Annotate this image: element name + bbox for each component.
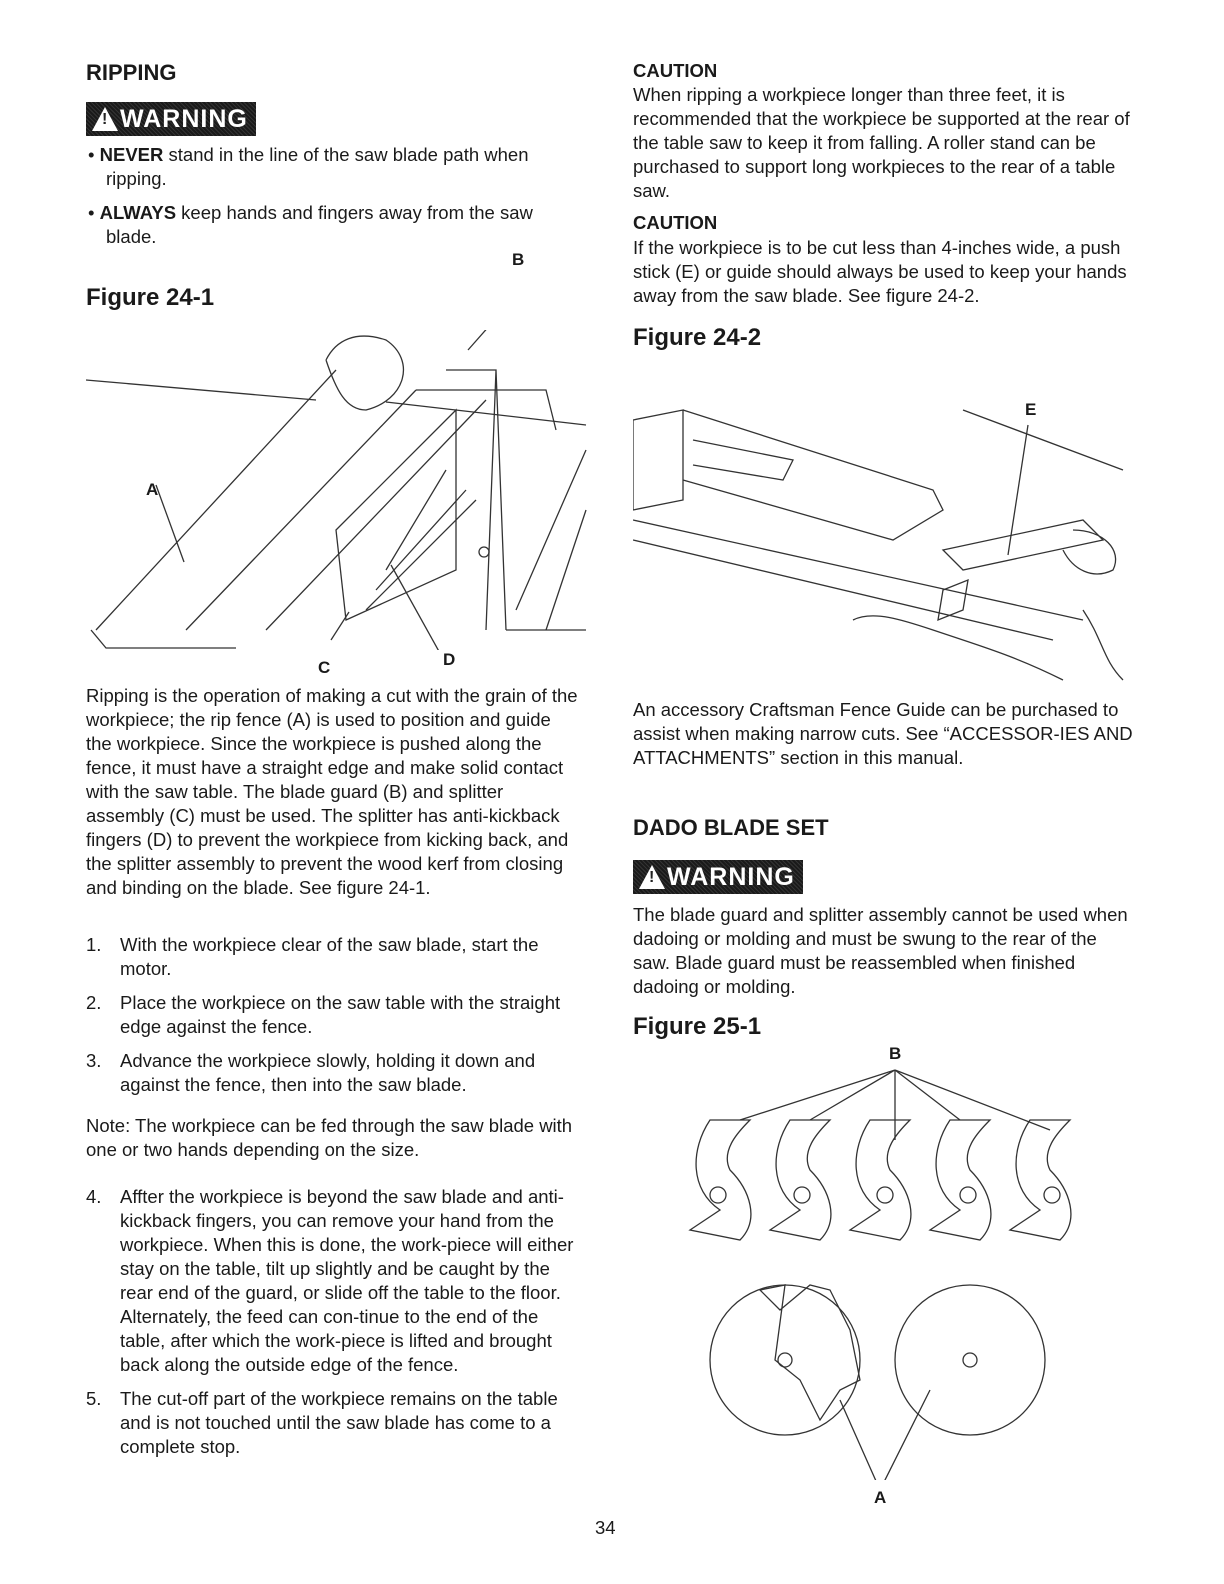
fence-guide-paragraph: An accessory Craftsman Fence Guide can be purchased to assist when making narrow cuts. See “ACCESSOR-IES AND ATTACHMENTS” section in this manual. bbox=[633, 699, 1133, 768]
figure-24-1-title: Figure 24-1 bbox=[86, 284, 215, 311]
figure-label-a: A bbox=[146, 480, 159, 499]
warning-bullet: • ALWAYS keep hands and fingers away from the saw blade. bbox=[88, 202, 533, 247]
caution-heading: CAUTION bbox=[633, 212, 718, 233]
warning-badge bbox=[86, 102, 256, 136]
page-number: 34 bbox=[595, 1517, 616, 1538]
ripping-steps-2 bbox=[86, 1185, 578, 1469]
step-item: 5. The cut-off part of the workpiece remains on the table and is not touched until the saw blade has come to a complete stop. bbox=[86, 1388, 558, 1457]
step-item: 3. Advance the workpiece slowly, holding it down and against the fence, then into the saw blade. bbox=[86, 1050, 536, 1095]
dado-blade-set-heading: DADO BLADE SET bbox=[633, 815, 829, 840]
figure-24-1-illustration bbox=[86, 330, 596, 650]
figure-24-2-illustration bbox=[633, 380, 1133, 690]
figure-label-b: B bbox=[512, 250, 525, 269]
step-item: 2. Place the workpiece on the saw table with the straight edge against the fence. bbox=[86, 992, 561, 1037]
warning-triangle-icon: ! bbox=[92, 107, 118, 131]
figure-25-1-title: Figure 25-1 bbox=[633, 1013, 762, 1040]
figure-label-d: D bbox=[443, 650, 456, 669]
warning-label: WARNING bbox=[667, 862, 795, 891]
figure-label-b: B bbox=[889, 1044, 902, 1063]
ripping-steps-1 bbox=[86, 933, 578, 1107]
figure-label-a: A bbox=[874, 1488, 887, 1507]
feeding-note: Note: The workpiece can be fed through the saw blade with one or two hands depending on the size. bbox=[86, 1115, 573, 1160]
figure-25-1-illustration bbox=[680, 1060, 1100, 1480]
figure-label-e: E bbox=[1025, 400, 1037, 419]
caution-text-long-workpiece: When ripping a workpiece longer than three feet, it is recommended that the workpiece be supported at the rear of the table saw to keep it from falling. A roller stand can be purchased to support long workpieces to the rear of a table saw. bbox=[633, 84, 1130, 201]
ripping-intro-paragraph: Ripping is the operation of making a cut with the grain of the workpiece; the rip fence (A) is used to position and guide the workpiece. Since the workpiece is pushed along the fence, it must have a straight edge and make solid contact with the saw table. The blade guard (B) and splitter assembly (C) must be used. The splitter has anti-kickback fingers (D) to prevent the workpiece from kicking back, and the splitter assembly to prevent the wood kerf from closing and binding on the blade. See figure 24-1. bbox=[86, 685, 578, 898]
step-item: 1. With the workpiece clear of the saw blade, start the motor. bbox=[86, 934, 539, 979]
step-item: 4. Affter the workpiece is beyond the saw blade and anti-kickback fingers, you can remove your hand from the workpiece. When this is done, the work-piece will either stay on the table, tilt up slightly and be caught by the rear end of the guard, or slide off the table to the floor. Alternately, the feed can con-tinue to the end of the table, after which the work-piece is lifted and brought back along the outside edge of the fence. bbox=[86, 1186, 574, 1375]
ripping-heading: RIPPING bbox=[86, 60, 177, 85]
caution-text-push-stick: If the workpiece is to be cut less than 4-inches wide, a push stick (E) or guide should always be used to keep your hands away from the saw blade. See figure 24-2. bbox=[633, 237, 1127, 306]
warning-badge bbox=[633, 860, 803, 894]
warning-triangle-icon: ! bbox=[639, 865, 665, 889]
dado-warning-text: The blade guard and splitter assembly cannot be used when dadoing or molding and must be swung to the rear of the saw. Blade guard must be reassembled when finished dadoing or molding. bbox=[633, 904, 1128, 997]
warning-bullet: • NEVER stand in the line of the saw blade path when ripping. bbox=[88, 144, 529, 189]
figure-label-c: C bbox=[318, 658, 331, 677]
figure-24-2-title: Figure 24-2 bbox=[633, 324, 762, 351]
caution-heading: CAUTION bbox=[633, 60, 718, 81]
ripping-warning-list bbox=[88, 143, 578, 259]
warning-label: WARNING bbox=[120, 104, 248, 133]
